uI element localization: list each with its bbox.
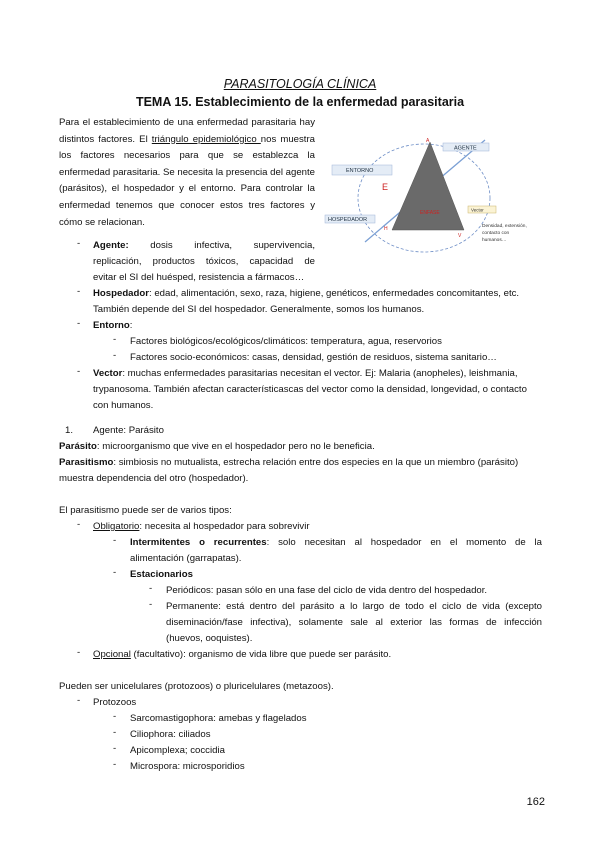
agente-line-2: replicación, productos tóxicos, capacidad de (93, 256, 315, 267)
intro-paragraph (59, 115, 315, 231)
protozoo-item: Apicomplexa; coccidia (130, 745, 225, 756)
opcional-line (93, 647, 391, 663)
parasitismo-line-2: muestra dependencia del otro (hospedador). (59, 473, 249, 484)
intermitentes-label: Intermitentes o recurrentes (130, 537, 267, 548)
bullet-dash: - (113, 350, 117, 361)
page-number: 162 (526, 796, 545, 808)
intermitentes-line-2: alimentación (garrapatas). (130, 553, 242, 564)
section-heading: Agente: Parásito (93, 425, 164, 436)
epidemiological-triangle-diagram (320, 130, 527, 270)
vector-line-1 (93, 366, 518, 382)
estacionarios-line (130, 567, 193, 583)
opcional-text: (facultativo): organismo de vida libre que puede ser parásito. (130, 649, 392, 660)
protozoo-item: Microspora: microsporidios (130, 761, 245, 772)
bullet-dash: - (113, 743, 117, 754)
hospedador-label: HOSPEDADOR (328, 217, 368, 223)
agente-label: AGENTE (454, 145, 477, 152)
intro-text-2: nos muestra los factores necesarios para que se establezca la enfermedad parasitaria. Se necesita la presencia del agente (parásitos), el hospedador y el entorno. Para controlar la enfermedad tenemos que conocer estos tres factores y cómo se relacionan. (59, 133, 315, 228)
estacionarios-label: Estacionarios (130, 569, 193, 580)
document-title: PARASITOLOGÍA CLÍNICA (223, 77, 377, 91)
bullet-dash: - (113, 711, 117, 722)
vector-note-3: humanos… (482, 238, 507, 243)
hospedador-label: Hospedador (93, 288, 149, 299)
intro-text-1: Para el establecimiento de una enfermedad parasitaria hay distintos factores. El (59, 117, 315, 145)
vector-text-1: : muchas enfermedades parasitarias necesitan el vector. Ej: Malaria (anopheles), leishmania, (122, 368, 518, 379)
permanente-line-2: diseminación/fase infectiva), solamente sale al exterior las formas de infección (166, 617, 542, 628)
bullet-dash: - (77, 366, 81, 377)
bullet-dash: - (77, 695, 81, 706)
section-number: 1. (65, 425, 74, 436)
intermitentes-text: : solo necesitan al hospedador en el momento de la (266, 537, 543, 548)
vector-line-3: con humanos. (93, 400, 154, 411)
e-label: E (382, 182, 389, 192)
agente-line-3: evitar el SI del huésped, resistencia a fármacos… (93, 272, 305, 283)
vector-note-2: contacto con (482, 231, 510, 236)
obligatorio-text: : necesita al hospedador para sobrevivir (139, 521, 310, 532)
a-label: A (426, 138, 430, 144)
tipos-intro: El parasitismo puede ser de varios tipos: (59, 505, 232, 516)
unicelulares-line: Pueden ser unicelulares (protozoos) o pluricelulares (metazoos). (59, 681, 334, 692)
topic-title: TEMA 15. Establecimiento de la enfermedad parasitaria (135, 95, 465, 109)
protozoos-label: Protozoos (93, 697, 137, 708)
entorno-label: Entorno (93, 320, 130, 331)
entorno-line (93, 318, 132, 334)
obligatorio-line (93, 519, 310, 535)
hospedador-line-1 (93, 286, 519, 302)
intro-link-triangulo: triángulo epidemiológico (151, 133, 261, 145)
bullet-dash: - (149, 599, 153, 610)
vector-note-1: Densidad, extensión, (482, 224, 527, 229)
hospedador-line-2: También depende del SI del hospedador. Generalmente, somos los humanos. (93, 304, 425, 315)
v-label: V (458, 233, 462, 239)
entorno-label: ENTORNO (346, 168, 374, 174)
parasito-label: Parásito (59, 441, 97, 452)
vector-line-2: trypanosoma. También afectan característicascas del vector como la densidad, longevidad, o contacto (93, 384, 527, 395)
hospedador-text-1: : edad, alimentación, sexo, raza, higiene, genéticos, enfermedades concomitantes, etc. (148, 288, 520, 299)
parasitismo-definition (59, 455, 518, 471)
h-label: H (384, 226, 388, 232)
parasitismo-text: : simbiosis no mutualista, estrecha relación entre dos especies en la que un miembro (parásito) (113, 457, 519, 468)
vector-label: Vector (471, 207, 484, 213)
bullet-dash: - (113, 759, 117, 770)
bullet-dash: - (77, 519, 81, 530)
center-label: ENFASE (420, 210, 440, 216)
permanente-line-3: (huevos, ooquistes). (166, 633, 253, 644)
agente-label: Agente: (93, 240, 129, 251)
parasitismo-label: Parasitismo (59, 457, 114, 468)
agente-text-1: dosis infectiva, supervivencia, (150, 240, 315, 251)
intermitentes-line-1 (130, 535, 542, 551)
protozoo-item: Ciliophora: ciliados (130, 729, 211, 740)
bullet-dash: - (77, 286, 81, 297)
entorno-sub-1: Factores biológicos/ecológicos/climáticos: temperatura, agua, reservorios (130, 336, 442, 347)
agente-line-1 (93, 238, 315, 254)
bullet-dash: - (113, 535, 117, 546)
protozoo-item: Sarcomastigophora: amebas y flagelados (130, 713, 307, 724)
permanente-line-1: Permanente: está dentro del parásito a lo largo de todo el ciclo de vida (excepto (166, 601, 542, 612)
parasito-text: : microorganismo que vive en el hospedador pero no le beneficia. (96, 441, 375, 452)
bullet-dash: - (77, 318, 81, 329)
obligatorio-label: Obligatorio (93, 521, 140, 532)
triangle-shape (392, 142, 464, 230)
bullet-dash: - (77, 647, 81, 658)
bullet-dash: - (113, 334, 117, 345)
vector-label: Vector (93, 368, 123, 379)
bullet-dash: - (113, 567, 117, 578)
entorno-sub-2: Factores socio-económicos: casas, densidad, gestión de residuos, sistema sanitario… (130, 352, 497, 363)
parasito-definition (59, 439, 375, 455)
periodicos-line: Periódicos: pasan sólo en una fase del ciclo de vida dentro del hospedador. (166, 585, 488, 596)
bullet-dash: - (77, 238, 81, 249)
bullet-dash: - (149, 583, 153, 594)
entorno-colon: : (129, 320, 133, 331)
bullet-dash: - (113, 727, 117, 738)
opcional-label: Opcional (93, 649, 131, 660)
